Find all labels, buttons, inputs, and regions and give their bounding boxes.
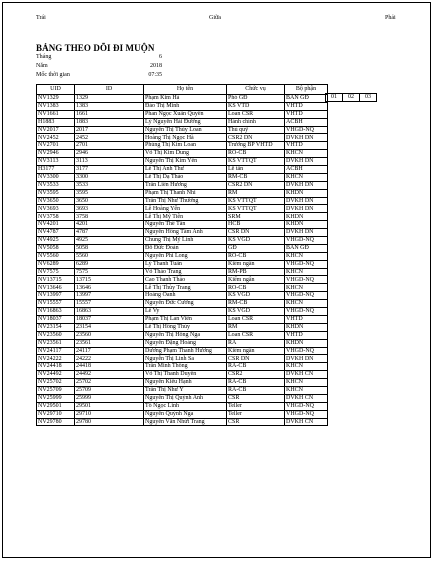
cell-department: VHTD xyxy=(285,110,328,118)
cell-uid: NV5058 xyxy=(37,244,75,252)
cell-id: 18037 xyxy=(75,315,144,323)
cell-id: 1883 xyxy=(75,118,144,126)
cell-id: 25702 xyxy=(75,379,144,387)
cell-position: RM xyxy=(227,189,285,197)
cell-id: 15557 xyxy=(75,300,144,308)
cell-name: Nguyễn Quỳnh Nga xyxy=(144,410,227,418)
cell-name: Hoàng Oanh xyxy=(144,292,227,300)
cell-id: 13646 xyxy=(75,284,144,292)
cell-uid: NV3533 xyxy=(37,181,75,189)
cell-id: 4201 xyxy=(75,221,144,229)
cell-department: VHGD-NQ xyxy=(285,402,328,410)
cell-name: Phạm Thị Thanh Nhi xyxy=(144,189,227,197)
table-row xyxy=(37,292,328,300)
cell-name: Lê Thị Anh Thư xyxy=(144,166,227,174)
cell-uid: NV25709 xyxy=(37,386,75,394)
cell-id: 7575 xyxy=(75,268,144,276)
cell-name: Trần Liên Hương xyxy=(144,181,227,189)
cell-uid: NV2452 xyxy=(37,134,75,142)
cell-name: Phạm Kim Hà xyxy=(144,95,227,103)
col-uid: UID xyxy=(37,85,75,95)
table-row xyxy=(37,142,328,150)
cell-department: VHGD-NQ xyxy=(285,292,328,300)
cell-position: KS VGD xyxy=(227,308,285,316)
cell-uid: NV13997 xyxy=(37,292,75,300)
cell-id: 25999 xyxy=(75,394,144,402)
cell-name: Nguyễn Thị Thùy Loan xyxy=(144,126,227,134)
cell-uid: NV5560 xyxy=(37,252,75,260)
cell-position: Teller xyxy=(227,410,285,418)
cell-position: RO-CB xyxy=(227,284,285,292)
cell-id: 3300 xyxy=(75,173,144,181)
cell-position: Trưởng BP VHTD xyxy=(227,142,285,150)
cell-department: DVKH DN xyxy=(285,355,328,363)
cell-uid: NV4201 xyxy=(37,221,75,229)
cell-department: VHGD-NQ xyxy=(285,410,328,418)
cell-department: ACBH xyxy=(285,118,328,126)
cell-id: 29501 xyxy=(75,402,144,410)
table-row xyxy=(37,189,328,197)
cell-department: DVKH CN xyxy=(285,394,328,402)
cell-department: BAN GĐ xyxy=(285,244,328,252)
cell-department: DVKH DN xyxy=(285,197,328,205)
table-row xyxy=(37,379,328,387)
cell-name: Lê Thị Hồng Thủy xyxy=(144,323,227,331)
cell-id: 2452 xyxy=(75,134,144,142)
cell-position: CSR DN xyxy=(227,355,285,363)
cell-name: Nguyễn Kiều Hạnh xyxy=(144,379,227,387)
cell-name: Lê Thị Thùy Trang xyxy=(144,284,227,292)
cell-id: 1661 xyxy=(75,110,144,118)
cell-position: Loan CSR xyxy=(227,110,285,118)
table-row xyxy=(37,355,328,363)
cell-uid: NV6289 xyxy=(37,260,75,268)
cell-position: Hành chính xyxy=(227,118,285,126)
table-row xyxy=(37,102,328,110)
cell-name: Hoàng Thị Ngọc Hà xyxy=(144,134,227,142)
table-row xyxy=(37,244,328,252)
cell-position: RO-CB xyxy=(227,150,285,158)
cell-id: 23560 xyxy=(75,331,144,339)
cell-position: SRM xyxy=(227,213,285,221)
table-row xyxy=(37,418,328,426)
cell-name: Nguyễn Văn Nhứt Trang xyxy=(144,418,227,426)
cell-department: VHGD-NQ xyxy=(285,308,328,316)
cell-uid: NV1329 xyxy=(37,95,75,103)
table-row xyxy=(37,402,328,410)
cell-name: Phạm Thị Lan Viên xyxy=(144,315,227,323)
report-title: BẢNG THEO DÕI ĐI MUỘN xyxy=(36,43,155,53)
day-03: 03 xyxy=(360,94,377,102)
cell-department: KHCN xyxy=(285,379,328,387)
cell-id: 23561 xyxy=(75,339,144,347)
cell-position: RA-CB xyxy=(227,379,285,387)
table-row xyxy=(37,150,328,158)
cell-department: DVKH CN xyxy=(285,371,328,379)
cell-position: Phó GĐ xyxy=(227,95,285,103)
cell-uid: NV18037 xyxy=(37,315,75,323)
table-row xyxy=(37,237,328,245)
cell-uid: NV4925 xyxy=(37,237,75,245)
col-id: ID xyxy=(75,85,144,95)
col-position: Chức vụ xyxy=(227,85,285,95)
cell-department: DVKH DN xyxy=(285,134,328,142)
cell-uid: H1883 xyxy=(37,118,75,126)
table-row xyxy=(37,331,328,339)
meta-month xyxy=(36,53,166,61)
cell-position: RM-PB xyxy=(227,268,285,276)
cell-uid: NV13646 xyxy=(37,284,75,292)
cell-id: 1329 xyxy=(75,95,144,103)
cell-uid: NV29710 xyxy=(37,410,75,418)
cell-position: KS VGD xyxy=(227,292,285,300)
col-name: Họ tên xyxy=(144,85,227,95)
day-02: 02 xyxy=(343,94,360,102)
cell-id: 24117 xyxy=(75,347,144,355)
table-row xyxy=(37,118,328,126)
cell-id: 2946 xyxy=(75,150,144,158)
table-row xyxy=(37,205,328,213)
table-row xyxy=(37,410,328,418)
cell-position: KS VTD xyxy=(227,102,285,110)
cell-uid: NV24117 xyxy=(37,347,75,355)
cell-id: 4925 xyxy=(75,237,144,245)
cell-id: 24418 xyxy=(75,363,144,371)
cell-name: Lê Thị Dạ Thảo xyxy=(144,173,227,181)
table-row xyxy=(37,213,328,221)
cell-id: 1383 xyxy=(75,102,144,110)
cell-name: Phùng Thị Kim Loan xyxy=(144,142,227,150)
cell-department: KHCN xyxy=(285,268,328,276)
cell-name: Trần Thị Như Ý xyxy=(144,386,227,394)
cell-department: ACBH xyxy=(285,166,328,174)
col-department: Bộ phận xyxy=(285,85,328,95)
cell-department: VHTD xyxy=(285,142,328,150)
cell-uid: NV23560 xyxy=(37,331,75,339)
cell-id: 24222 xyxy=(75,355,144,363)
cell-id: 13715 xyxy=(75,276,144,284)
meta-time-value: 07:35 xyxy=(148,72,162,78)
cell-uid: H3177 xyxy=(37,166,75,174)
cell-name: Phan Ngọc Xuân Quyên xyxy=(144,110,227,118)
cell-department: VHGD-NQ xyxy=(285,347,328,355)
table-row xyxy=(37,260,328,268)
cell-position: Teller xyxy=(227,402,285,410)
cell-name: Lê Vy xyxy=(144,308,227,316)
cell-position: RA xyxy=(227,339,285,347)
cell-position: RM xyxy=(227,323,285,331)
day-01: 01 xyxy=(326,94,343,102)
cell-uid: NV3650 xyxy=(37,197,75,205)
table-row xyxy=(37,394,328,402)
cell-uid: NV7575 xyxy=(37,268,75,276)
cell-uid: NV4787 xyxy=(37,229,75,237)
table-row xyxy=(37,229,328,237)
table-row xyxy=(37,221,328,229)
table-row xyxy=(37,173,328,181)
table-row xyxy=(37,386,328,394)
cell-id: 16863 xyxy=(75,308,144,316)
cell-position: Kiểm ngân xyxy=(227,260,285,268)
cell-position: RA-CB xyxy=(227,386,285,394)
cell-position: Loan CSR xyxy=(227,315,285,323)
cell-uid: NV13715 xyxy=(37,276,75,284)
cell-position: Loan CSR xyxy=(227,331,285,339)
cell-department: DVKH DN xyxy=(285,229,328,237)
cell-id: 3533 xyxy=(75,181,144,189)
cell-department: KHDN xyxy=(285,323,328,331)
cell-department: VHGD-NQ xyxy=(285,260,328,268)
cell-uid: NV1661 xyxy=(37,110,75,118)
table-row xyxy=(37,315,328,323)
cell-name: Trần Minh Thông xyxy=(144,363,227,371)
table-row xyxy=(37,252,328,260)
cell-department: DVKH CN xyxy=(285,418,328,426)
cell-position: CSR2 xyxy=(227,371,285,379)
cell-id: 3595 xyxy=(75,189,144,197)
cell-position: Kiểm ngân xyxy=(227,347,285,355)
cell-name: Võ Thị Kim Dung xyxy=(144,150,227,158)
cell-position: RM-CB xyxy=(227,173,285,181)
cell-uid: NV2017 xyxy=(37,126,75,134)
cell-name: Chung Thị Mỹ Linh xyxy=(144,237,227,245)
table-row xyxy=(37,300,328,308)
cell-name: Trần Thị Như Thương xyxy=(144,197,227,205)
cell-department: KHDN xyxy=(285,189,328,197)
cell-name: Lý Thanh Tuấn xyxy=(144,260,227,268)
cell-uid: NV1383 xyxy=(37,102,75,110)
cell-position: Lễ tân xyxy=(227,166,285,174)
cell-id: 13997 xyxy=(75,292,144,300)
cell-department: DVKH DN xyxy=(285,158,328,166)
cell-name: Nguyễn Thị Kim Yến xyxy=(144,158,227,166)
table-row xyxy=(37,166,328,174)
cell-uid: NV23154 xyxy=(37,323,75,331)
cell-position: KS VTTQT xyxy=(227,205,285,213)
header-left: Trái xyxy=(36,15,46,21)
cell-uid: NV25702 xyxy=(37,379,75,387)
cell-uid: NV23561 xyxy=(37,339,75,347)
cell-department: KHDN xyxy=(285,213,328,221)
cell-department: VHTD xyxy=(285,102,328,110)
cell-department: BAN GĐ xyxy=(285,95,328,103)
table-row xyxy=(37,308,328,316)
table-row xyxy=(37,95,328,103)
table-row xyxy=(37,158,328,166)
cell-id: 29710 xyxy=(75,410,144,418)
cell-department: VHTD xyxy=(285,315,328,323)
cell-name: Lê Thị Mỹ Tiên xyxy=(144,213,227,221)
meta-month-value: 6 xyxy=(159,54,162,60)
table-row xyxy=(37,126,328,134)
cell-department: KHDN xyxy=(285,221,328,229)
table-row xyxy=(37,276,328,284)
cell-name: Nguyễn Thị Hồng Nga xyxy=(144,331,227,339)
cell-department: VHGD-NQ xyxy=(285,237,328,245)
cell-position: CSR2 DN xyxy=(227,181,285,189)
cell-id: 6289 xyxy=(75,260,144,268)
cell-position: RM-CB xyxy=(227,300,285,308)
cell-position: CSR2 DN xyxy=(227,134,285,142)
cell-name: Nguyễn Thị Quỳnh Anh xyxy=(144,394,227,402)
meta-year-label: Năm xyxy=(36,63,48,69)
cell-department: VHGD-NQ xyxy=(285,276,328,284)
cell-position: KS VTTQT xyxy=(227,197,285,205)
meta-month-label: Tháng xyxy=(36,54,52,60)
cell-name: Tô Ngọc Linh xyxy=(144,402,227,410)
cell-name: Nguyễn Đức Cường xyxy=(144,300,227,308)
cell-uid: NV2701 xyxy=(37,142,75,150)
cell-id: 29780 xyxy=(75,418,144,426)
cell-name: Võ Thảo Trang xyxy=(144,268,227,276)
cell-uid: NV25999 xyxy=(37,394,75,402)
table-header-row xyxy=(37,85,328,95)
cell-id: 23154 xyxy=(75,323,144,331)
cell-uid: NV16863 xyxy=(37,308,75,316)
table-row xyxy=(37,268,328,276)
cell-uid: NV24492 xyxy=(37,371,75,379)
cell-id: 25709 xyxy=(75,386,144,394)
cell-name: Đào Thị Minh xyxy=(144,102,227,110)
cell-department: DVKH DN xyxy=(285,205,328,213)
cell-position: CSR xyxy=(227,418,285,426)
table-row xyxy=(37,323,328,331)
table-row xyxy=(37,284,328,292)
meta-time-label: Mốc thời gian xyxy=(36,72,70,78)
cell-name: Nguyễn Thị Linh Sa xyxy=(144,355,227,363)
cell-position: Thủ quỹ xyxy=(227,126,285,134)
cell-department: VHTD xyxy=(285,331,328,339)
cell-position: KS VGD xyxy=(227,237,285,245)
cell-position: KS VTTQT xyxy=(227,158,285,166)
cell-name: Nguyễn Phi Long xyxy=(144,252,227,260)
cell-department: DVKH DN xyxy=(285,181,328,189)
cell-department: KHCN xyxy=(285,300,328,308)
cell-id: 3113 xyxy=(75,158,144,166)
cell-position: CSR DN xyxy=(227,229,285,237)
cell-uid: NV3595 xyxy=(37,189,75,197)
cell-id: 4787 xyxy=(75,229,144,237)
meta-year-value: 2018 xyxy=(150,63,162,69)
table-row xyxy=(37,371,328,379)
cell-id: 3758 xyxy=(75,213,144,221)
header-right: Phải xyxy=(385,15,396,21)
cell-id: 5058 xyxy=(75,244,144,252)
table-row xyxy=(37,197,328,205)
table-row xyxy=(37,134,328,142)
cell-uid: NV15557 xyxy=(37,300,75,308)
cell-name: Lý Nguyễn Hải Đường xyxy=(144,118,227,126)
cell-position: RO-CB xyxy=(227,252,285,260)
table-row xyxy=(37,339,328,347)
cell-uid: NV3300 xyxy=(37,173,75,181)
meta-time xyxy=(36,71,166,79)
cell-position: HCB xyxy=(227,221,285,229)
cell-position: Kiểm ngân xyxy=(227,276,285,284)
cell-name: Dương Phạm Thanh Hương xyxy=(144,347,227,355)
cell-id: 5560 xyxy=(75,252,144,260)
cell-id: 2701 xyxy=(75,142,144,150)
cell-department: KHCN xyxy=(285,284,328,292)
cell-position: GĐ xyxy=(227,244,285,252)
cell-id: 24492 xyxy=(75,371,144,379)
cell-uid: NV29780 xyxy=(37,418,75,426)
cell-uid: NV24418 xyxy=(37,363,75,371)
cell-id: 3177 xyxy=(75,166,144,174)
table-row xyxy=(37,347,328,355)
cell-department: VHGD-NQ xyxy=(285,126,328,134)
cell-name: Lê Hoàng Yến xyxy=(144,205,227,213)
day-columns xyxy=(325,93,377,102)
cell-name: Võ Thị Thanh Duyên xyxy=(144,371,227,379)
meta-year xyxy=(36,62,166,70)
cell-uid: NV24222 xyxy=(37,355,75,363)
cell-id: 2017 xyxy=(75,126,144,134)
cell-uid: NV3693 xyxy=(37,205,75,213)
cell-uid: NV29501 xyxy=(37,402,75,410)
cell-uid: NV3758 xyxy=(37,213,75,221)
cell-position: CSR xyxy=(227,394,285,402)
cell-position: RA-CB xyxy=(227,363,285,371)
cell-department: KHCN xyxy=(285,150,328,158)
cell-name: Nguyễn Thế Tân xyxy=(144,221,227,229)
cell-id: 3693 xyxy=(75,205,144,213)
cell-department: KHCN xyxy=(285,386,328,394)
cell-name: Cao Thanh Thảo xyxy=(144,276,227,284)
cell-uid: NV2946 xyxy=(37,150,75,158)
table-row xyxy=(37,110,328,118)
cell-id: 3650 xyxy=(75,197,144,205)
cell-name: Nguyễn Đặng Hoàng xyxy=(144,339,227,347)
cell-department: KHDN xyxy=(285,339,328,347)
cell-uid: NV3113 xyxy=(37,158,75,166)
cell-department: KHCN xyxy=(285,252,328,260)
cell-department: KHCN xyxy=(285,173,328,181)
table-row xyxy=(37,181,328,189)
cell-name: Nguyễn Hồng Tâm Anh xyxy=(144,229,227,237)
table-row xyxy=(37,363,328,371)
header-center: Giữa xyxy=(209,15,221,21)
cell-name: Đỗ Đức Đoàn xyxy=(144,244,227,252)
cell-department: KHCN xyxy=(285,363,328,371)
lateness-table xyxy=(36,84,328,426)
